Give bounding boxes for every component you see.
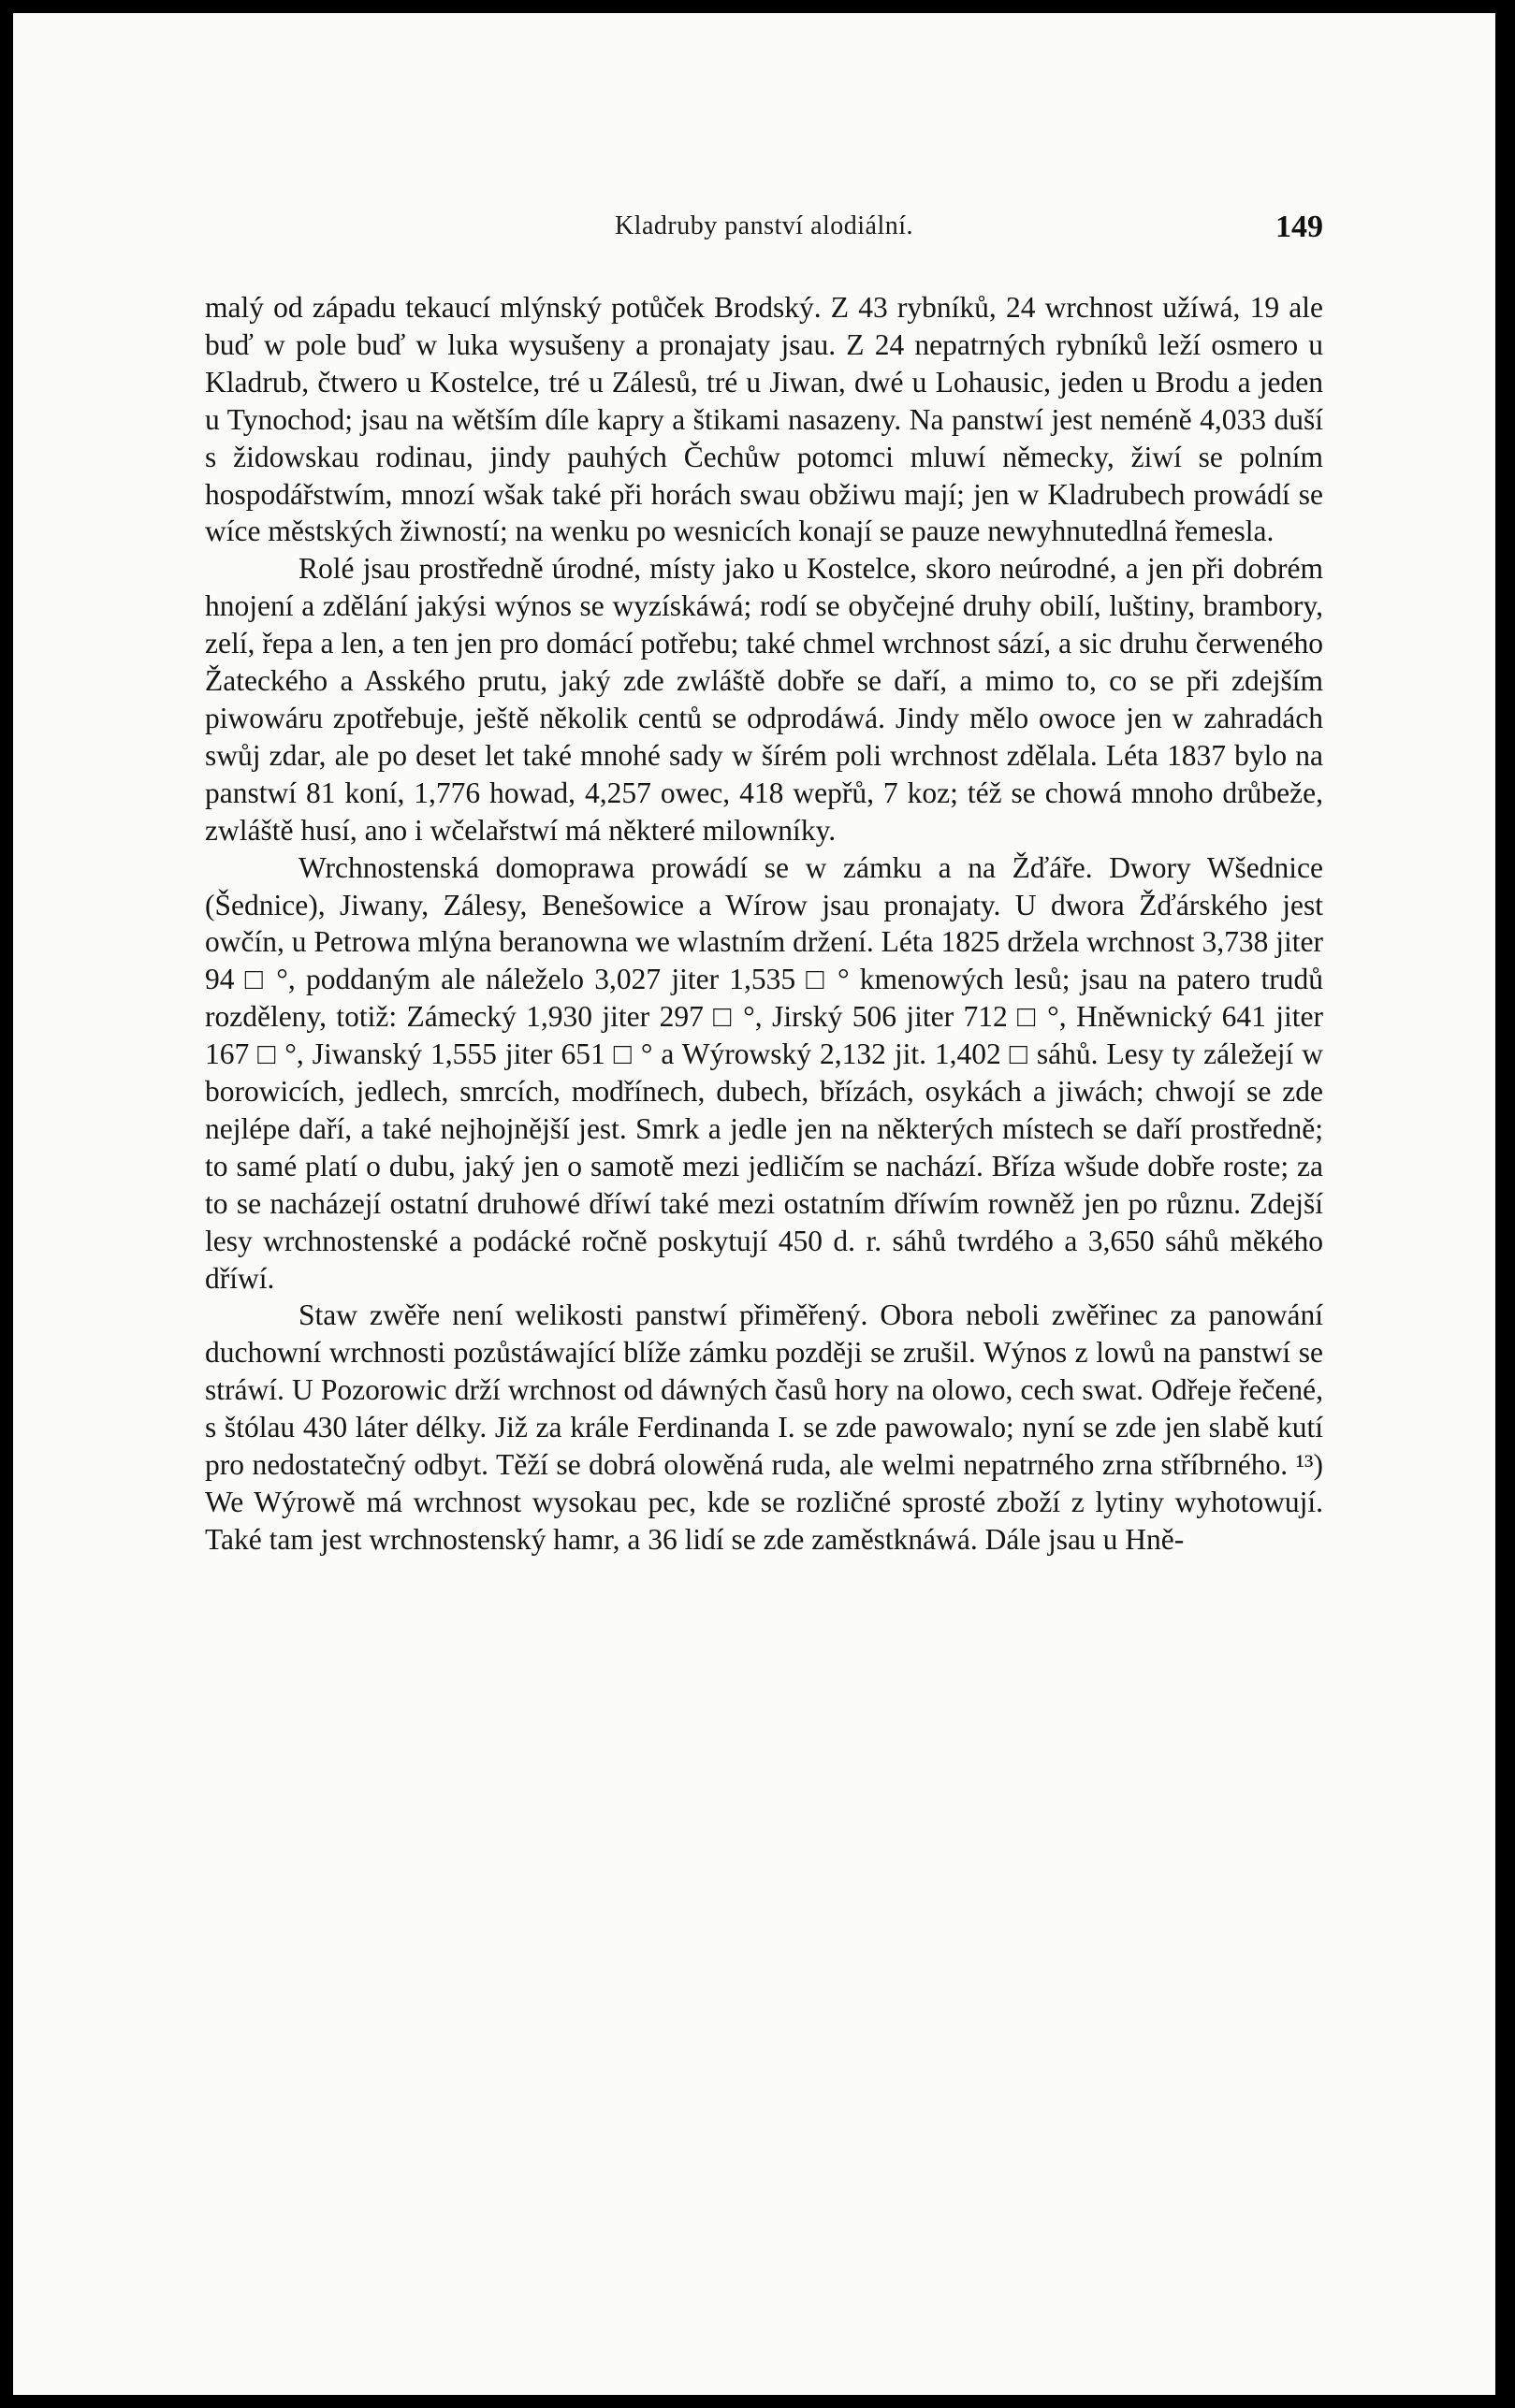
paragraph: Rolé jsau prostředně úrodné, místy jako u Kostelce, skoro neúrodné, a jen při dobrém hnojení a zdělání jakýsi wýnos se wyzískáwá; rodí se obyčejné druhy obilí, luštiny, brambory, zelí, řepa a len, a ten jen pro domácí potřebu; také chmel wrchnost sází, a sic druhu čerweného Žateckého a Asského prutu, jaký zde zwláště dobře se daří, a mimo to, co se při zdejším piwowáru zpotřebuje, ještě několik centů se odprodáwá. Jindy mělo owoce jen w zahradách swůj zdar, ale po deset let také mnohé sady w šírém poli wrchnost zdělala. Léta 1837 bylo na panstwí 81 koní, 1,776 howad, 4,257 owec, 418 wepřů, 7 koz; též se chowá mnoho drůbeže, zwláště husí, ano i wčelařstwí má některé milowníky. <box>205 552 1323 847</box>
body-text <box>205 289 1323 1559</box>
page-number: 149 <box>1275 210 1323 244</box>
paragraph: Wrchnostenská domoprawa prowádí se w zámku a na Žďáře. Dwory Wšednice (Šednice), Jiwany, Zálesy, Benešowice a Wírow jsau pronajaty. U dwora Žďárského jest owčín, u Petrowa mlýna beranowna we wlastním držení. Léta 1825 držela wrchnost 3,738 jiter 94 □ °, poddaným ale náleželo 3,027 jiter 1,535 □ ° kmenowých lesů; jsau na patero trudů rozděleny, totiž: Zámecký 1,930 jiter 297 □ °, Jirský 506 jiter 712 □ °, Hněwnický 641 jiter 167 □ °, Jiwanský 1,555 jiter 651 □ ° a Wýrowský 2,132 jit. 1,402 □ sáhů. Lesy ty záležejí w borowicích, jedlech, smrcích, modřínech, dubech, břízách, osykách a jiwách; chwojí se zde nejlépe daří, a také nejhojnější jest. Smrk a jedle jen na některých místech se daří prostředně; to samé platí o dubu, jaký jen o samotě mezi jedličím se nachází. Bříza wšude dobře roste; za to se nacházejí ostatní druhowé dříwí také mezi ostatním dříwím rowněž jen po různu. Zdejší lesy wrchnostenské a podácké ročně poskytují 450 d. r. sáhů twrdého a 3,650 sáhů měkého dříwí. <box>205 850 1323 1295</box>
running-title: Kladruby panství alodiální. <box>614 211 914 240</box>
paragraph: Staw zwěře není welikosti panstwí přiměřený. Obora neboli zwěřinec za panowání duchowní wrchnosti pozůstáwající blíže zámku později se zrušil. Wýnos z lowů na panstwí se stráwí. U Pozorowic drží wrchnost od dáwných časů hory na olowo, cech swat. Odřeje řečené, s štólau 430 láter délky. Již za krále Ferdinanda I. se zde pawowalo; nyní se zde jen slabě kutí pro nedostatečný odbyt. Těží se dobrá olowěná ruda, ale welmi nepatrného zrna stříbrného. ¹³) We Wýrowě má wrchnost wysokau pec, kde se rozličné sprosté zboží z lytiny wyhotowují. Také tam jest wrchnostenský hamr, a 36 lidí se zde zaměstknáwá. Dále jsau u Hně- <box>205 1298 1323 1556</box>
paragraph: malý od západu tekaucí mlýnský potůček Brodský. Z 43 rybníků, 24 wrchnost užíwá, 19 ale buď w pole buď w luka wysušeny a pronajaty jsau. Z 24 nepatrných rybníků leží osmero u Kladrub, čtwero u Kostelce, tré u Zálesů, tré u Jiwan, dwé u Lohausic, jeden u Brodu a jeden u Tynochod; jsau na wětším díle kapry a štikami nasazeny. Na panstwí jest neméně 4,033 duší s židowskau rodinau, jindy pauhých Čechůw potomci mluwí německy, žiwí se polním hospodářstwím, mnozí wšak také při horách swau obžiwu mají; jen w Kladrubech prowádí se wíce městských žiwností; na wenku po wesnicích konají se pauze newyhnutedlná řemesla. <box>205 291 1323 548</box>
book-page <box>13 13 1495 2395</box>
page-header <box>205 211 1323 258</box>
